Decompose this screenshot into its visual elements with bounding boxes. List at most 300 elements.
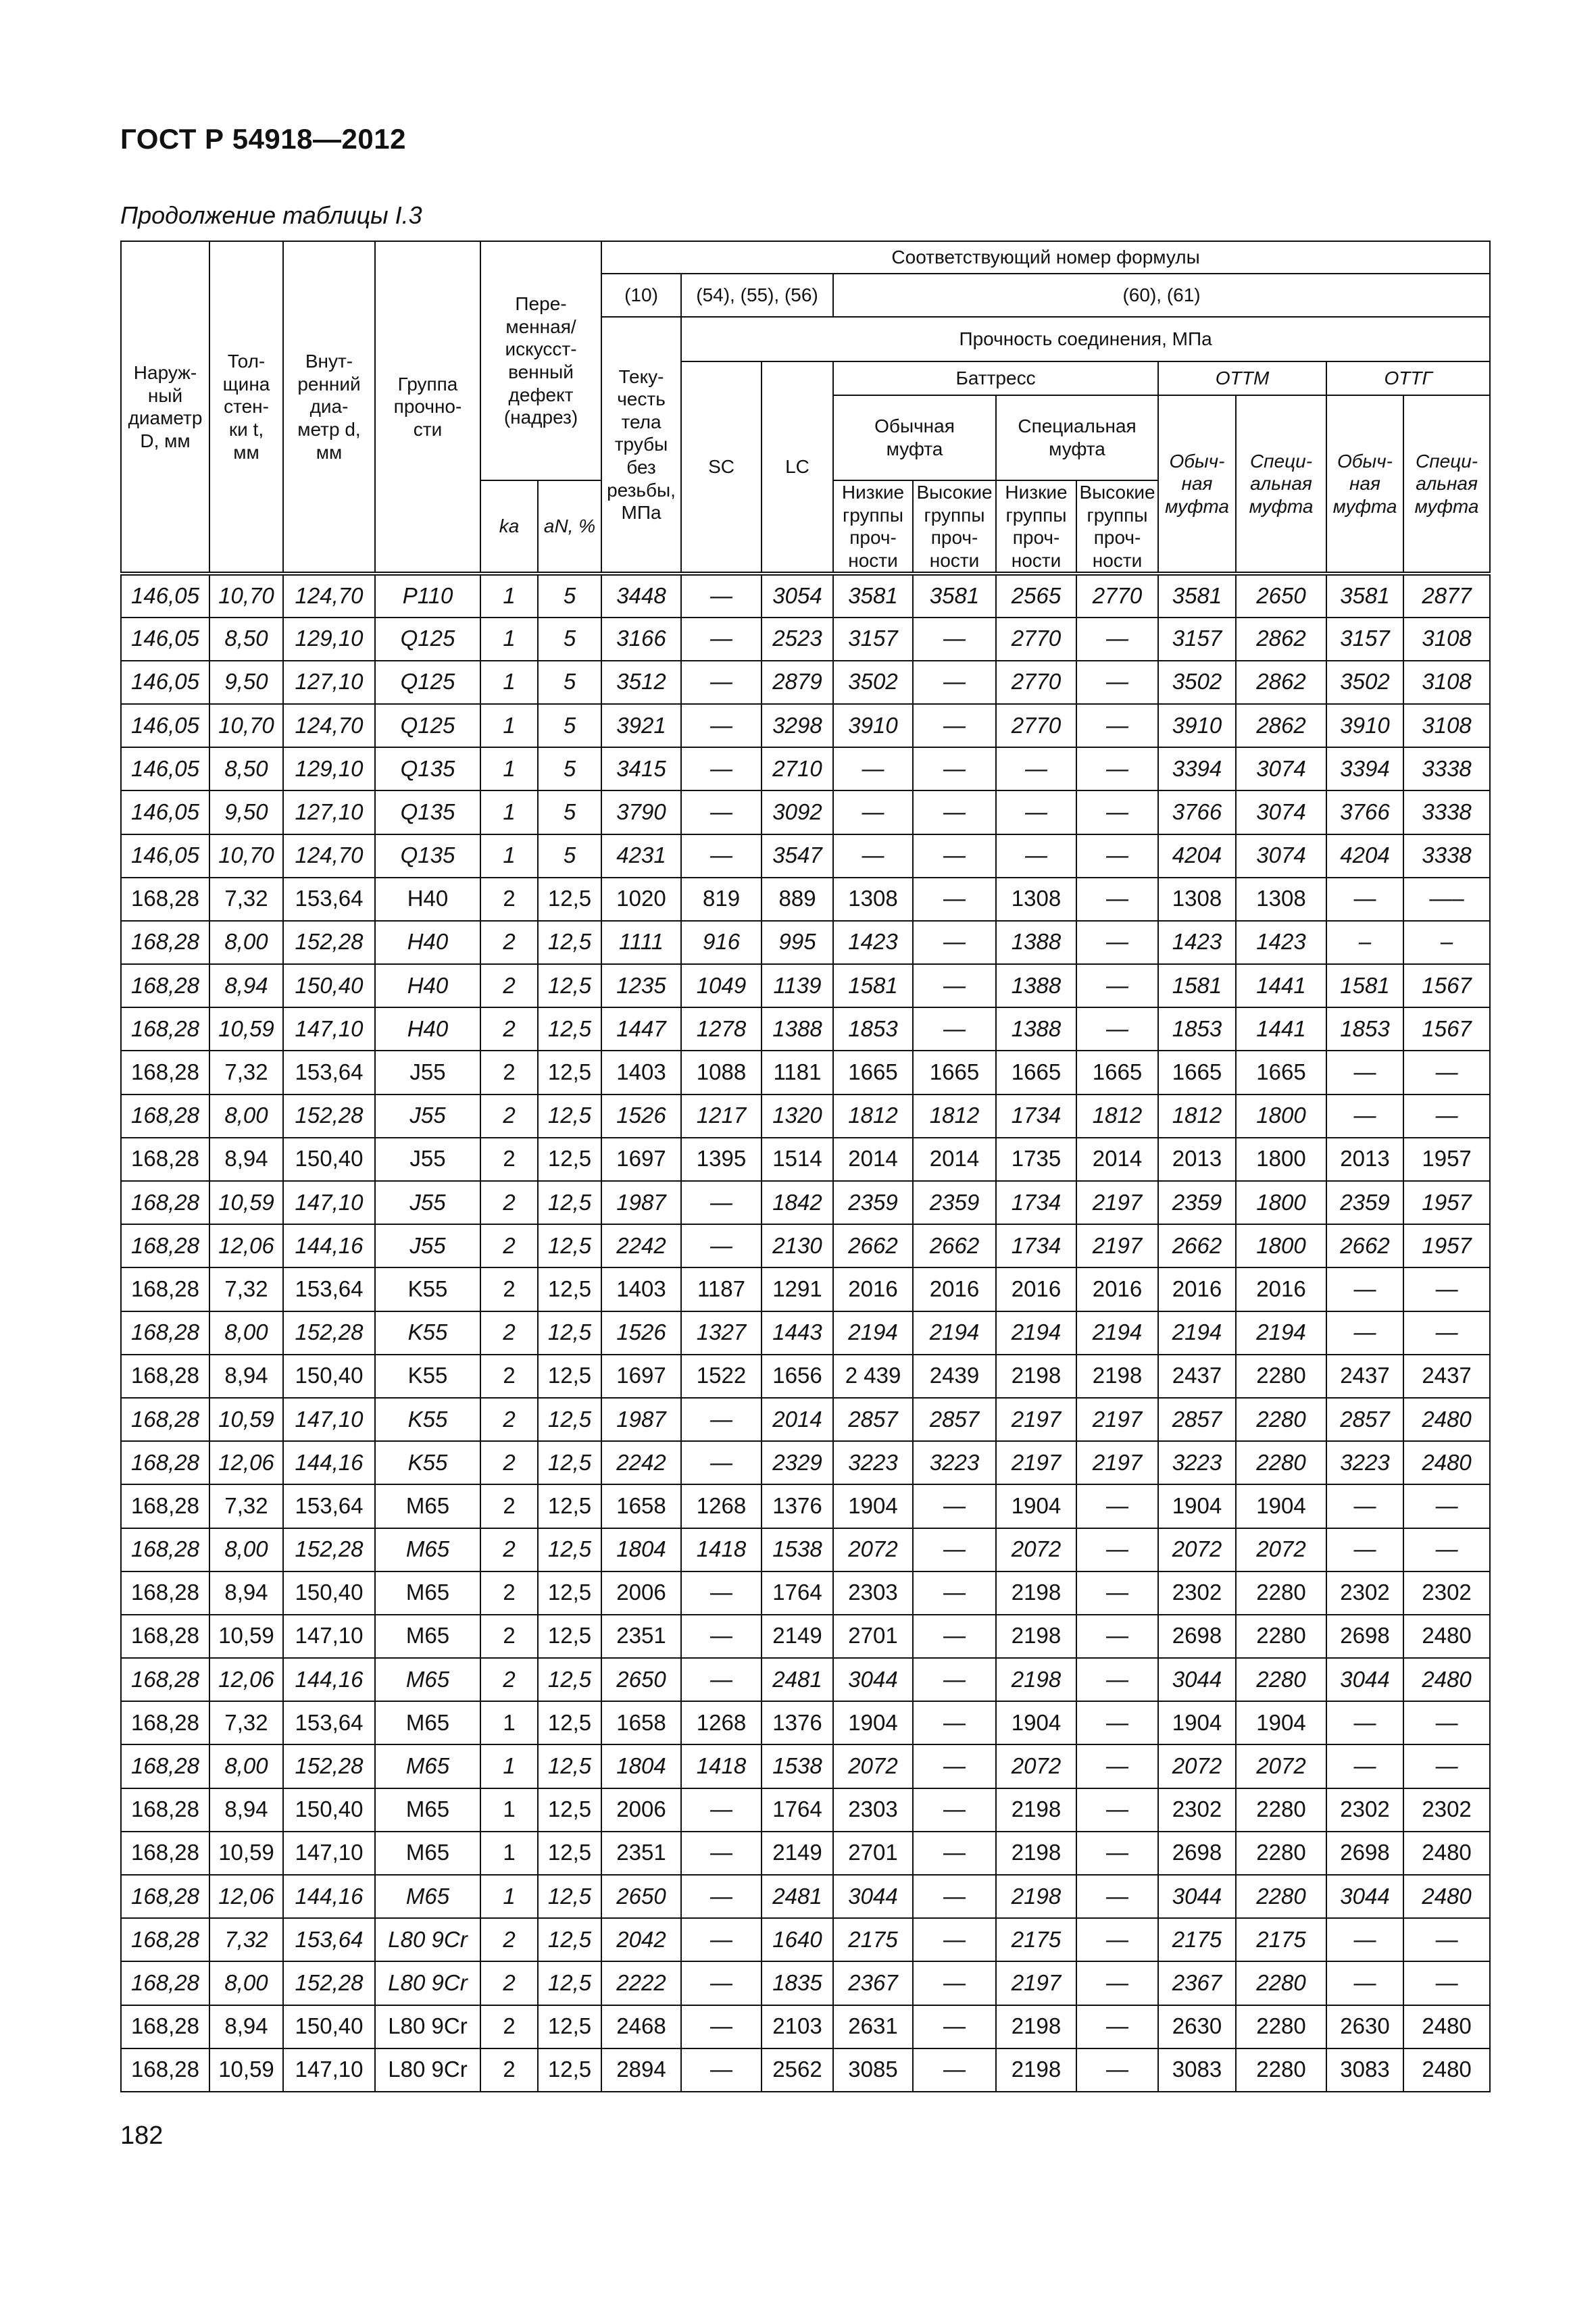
table-cell: M65 (375, 1571, 480, 1615)
table-cell: 8,00 (209, 1961, 283, 2005)
table-cell: — (681, 661, 762, 704)
table-cell: K55 (375, 1311, 480, 1355)
table-cell: 2197 (1076, 1181, 1158, 1224)
table-cell: 2 (480, 1484, 538, 1528)
table-cell: 3223 (833, 1441, 913, 1484)
header-line: ная (1349, 473, 1380, 495)
table-cell: 1388 (762, 1007, 833, 1051)
table-cell: 1812 (1158, 1095, 1236, 1138)
table-cell: 4204 (1158, 834, 1236, 878)
table-cell: 1111 (601, 921, 681, 964)
table-cell: — (833, 790, 913, 834)
table-cell: 2710 (762, 747, 833, 790)
table-cell: 2280 (1236, 1832, 1326, 1875)
table-cell: 1443 (762, 1311, 833, 1355)
table-cell: — (1076, 921, 1158, 964)
table-cell: 5 (538, 574, 601, 617)
table-cell: 1 (480, 1788, 538, 1832)
table-cell: 3044 (1158, 1658, 1236, 1701)
header-line: Пере- (515, 293, 567, 315)
table-cell: 2198 (996, 1875, 1076, 1918)
table-row (121, 1138, 1490, 1181)
table-cell: — (681, 834, 762, 878)
table-cell: 12,5 (538, 964, 601, 1007)
table-cell: 2222 (601, 1961, 681, 2005)
table-row (121, 1051, 1490, 1094)
table-cell: — (1076, 790, 1158, 834)
buttress-special-coupling (996, 395, 1158, 480)
table-cell: 7,32 (209, 1701, 283, 1744)
table-cell: 150,40 (283, 2005, 375, 2048)
table-cell: M65 (375, 1701, 480, 1744)
table-cell: — (1076, 618, 1158, 661)
table-cell: 8,00 (209, 1744, 283, 1788)
table-cell: Q125 (375, 704, 480, 747)
table-cell: 3092 (762, 790, 833, 834)
table-cell: 4231 (601, 834, 681, 878)
table-cell: — (1076, 704, 1158, 747)
table-cell: 1658 (601, 1701, 681, 1744)
table-cell: 2857 (1326, 1398, 1403, 1441)
table-cell: 2013 (1326, 1138, 1403, 1181)
table-cell: 2130 (762, 1224, 833, 1267)
table-cell: J55 (375, 1224, 480, 1267)
table-cell: 2480 (1403, 1832, 1490, 1875)
table-cell: 7,32 (209, 1051, 283, 1094)
table-cell: 12,5 (538, 1615, 601, 1658)
table-cell: — (913, 747, 996, 790)
table-cell: 1 (480, 704, 538, 747)
header-line: муфта (1414, 495, 1479, 517)
table-cell: 2197 (1076, 1398, 1158, 1441)
table-cell: 3157 (1326, 618, 1403, 661)
table-cell: 3910 (1158, 704, 1236, 747)
table-cell: 2698 (1158, 1615, 1236, 1658)
table-cell: 153,64 (283, 1267, 375, 1311)
table-cell: — (1076, 964, 1158, 1007)
table-cell: 152,28 (283, 1528, 375, 1571)
table-cell: Q135 (375, 834, 480, 878)
table-row (121, 1832, 1490, 1875)
table-cell: — (913, 1615, 996, 1658)
table-row (121, 1875, 1490, 1918)
table-cell: 2016 (1158, 1267, 1236, 1311)
table-cell: 12,5 (538, 1875, 601, 1918)
table-cell: 144,16 (283, 1658, 375, 1701)
table-row (121, 1095, 1490, 1138)
header-line: трубы (614, 434, 668, 455)
table-cell: 2351 (601, 1615, 681, 1658)
table-cell: 3223 (913, 1441, 996, 1484)
table-row (121, 618, 1490, 661)
col-an: aN, % (538, 480, 601, 574)
table-cell: 1904 (833, 1484, 913, 1528)
table-cell: 1217 (681, 1095, 762, 1138)
table-cell: — (1076, 661, 1158, 704)
table-cell: — (913, 1918, 996, 1961)
table-cell: 2303 (833, 1571, 913, 1615)
table-row (121, 921, 1490, 964)
header-line: диа- (309, 396, 349, 418)
table-cell: 1581 (1158, 964, 1236, 1007)
table-cell: Q135 (375, 747, 480, 790)
buttress-header: Баттресс (833, 361, 1158, 395)
table-cell: — (1403, 1528, 1490, 1571)
header-line: Обычная (874, 416, 955, 437)
table-row (121, 1181, 1490, 1224)
header-line: диаметр (128, 407, 203, 429)
table-cell: 3044 (833, 1658, 913, 1701)
table-cell: — (1326, 1528, 1403, 1571)
table-cell: — (1076, 834, 1158, 878)
table-cell: — (913, 661, 996, 704)
table-cell: 2770 (996, 618, 1076, 661)
table-cell: 2468 (601, 2005, 681, 2048)
table-cell: 8,00 (209, 1311, 283, 1355)
table-cell: 1088 (681, 1051, 762, 1094)
col-wall-thickness (209, 241, 283, 574)
table-cell: — (913, 1744, 996, 1788)
table-cell: 2014 (1076, 1138, 1158, 1181)
table-row (121, 574, 1490, 617)
table-cell: 168,28 (121, 2005, 209, 2048)
table-cell: 168,28 (121, 1224, 209, 1267)
header-line: Тол- (227, 351, 266, 372)
table-cell: 3338 (1403, 747, 1490, 790)
table-cell: 1020 (601, 878, 681, 921)
table-cell: 1526 (601, 1095, 681, 1138)
table-cell: 2302 (1158, 1788, 1236, 1832)
table-row (121, 1528, 1490, 1571)
header-line: группы (1005, 504, 1067, 526)
table-cell: 1268 (681, 1701, 762, 1744)
table-cell: 2650 (1236, 574, 1326, 617)
table-cell: — (681, 1615, 762, 1658)
table-cell: 3766 (1158, 790, 1236, 834)
table-cell: — (913, 964, 996, 1007)
buttress-regular-high (913, 480, 996, 574)
table-cell: 12,5 (538, 1311, 601, 1355)
table-cell: 12,5 (538, 1658, 601, 1701)
header-line: без (626, 456, 656, 478)
table-cell: 2480 (1403, 1398, 1490, 1441)
table-cell: 1665 (833, 1051, 913, 1094)
table-cell: 1581 (833, 964, 913, 1007)
table-cell: 1403 (601, 1051, 681, 1094)
table-cell: J55 (375, 1095, 480, 1138)
table-body (121, 574, 1490, 2092)
table-cell: 1734 (996, 1224, 1076, 1267)
header-line: мм (233, 441, 259, 463)
table-cell: 8,94 (209, 964, 283, 1007)
table-cell: 3074 (1236, 834, 1326, 878)
header-line: проч- (1093, 527, 1141, 549)
table-cell: 1 (480, 1701, 538, 1744)
header-line: ности (848, 549, 898, 571)
table-cell: — (913, 1528, 996, 1571)
table-cell: 2480 (1403, 2048, 1490, 2092)
table-cell: — (681, 2005, 762, 2048)
table-cell: — (1076, 878, 1158, 921)
table-cell: K55 (375, 1355, 480, 1398)
table-cell: 5 (538, 747, 601, 790)
table-cell: 1388 (996, 921, 1076, 964)
header-line: ная (1181, 473, 1213, 495)
table-cell: 144,16 (283, 1224, 375, 1267)
table-cell: 2197 (996, 1441, 1076, 1484)
table-cell: 10,59 (209, 1398, 283, 1441)
table-cell: P110 (375, 574, 480, 617)
table-cell: 3298 (762, 704, 833, 747)
table-cell: — (1403, 1311, 1490, 1355)
table-cell: 1441 (1236, 964, 1326, 1007)
table-cell: 1514 (762, 1138, 833, 1181)
table-cell: — (681, 1224, 762, 1267)
table-cell: 1 (480, 1744, 538, 1788)
table-cell: L80 9Cr (375, 2048, 480, 2092)
table-cell: 127,10 (283, 790, 375, 834)
table-cell: 3581 (1158, 574, 1236, 617)
table-cell: 2242 (601, 1224, 681, 1267)
header-line: муфта (1049, 438, 1105, 459)
table-cell: — (681, 1832, 762, 1875)
table-cell: 150,40 (283, 1571, 375, 1615)
buttress-regular-coupling (833, 395, 996, 480)
table-cell: 8,94 (209, 1138, 283, 1181)
table-cell: 2198 (1076, 1355, 1158, 1398)
table-cell: 1904 (1158, 1701, 1236, 1744)
table-cell: 2 (480, 921, 538, 964)
table-cell: 2862 (1236, 618, 1326, 661)
table-cell: 12,06 (209, 1441, 283, 1484)
table-cell: 2650 (601, 1875, 681, 1918)
table-cell: 168,28 (121, 1615, 209, 1658)
table-cell: 2480 (1403, 1658, 1490, 1701)
table-cell: 12,5 (538, 1007, 601, 1051)
table-row (121, 1918, 1490, 1961)
table-cell: 2480 (1403, 1615, 1490, 1658)
table-cell: 3166 (601, 618, 681, 661)
table-cell: — (913, 834, 996, 878)
table-cell: — (1326, 1311, 1403, 1355)
table-cell: 1526 (601, 1311, 681, 1355)
table-cell: 10,59 (209, 1007, 283, 1051)
col-body-yield (601, 317, 681, 574)
table-cell: 168,28 (121, 921, 209, 964)
table-cell: 995 (762, 921, 833, 964)
table-row (121, 2048, 1490, 2092)
table-caption: Продолжение таблицы I.3 (120, 201, 422, 229)
table-cell: 12,5 (538, 1918, 601, 1961)
table-cell: — (913, 1658, 996, 1701)
table-cell: 2014 (833, 1138, 913, 1181)
table-cell: 2072 (996, 1744, 1076, 1788)
table-cell: 5 (538, 618, 601, 661)
table-cell: 168,28 (121, 1701, 209, 1744)
table-cell: 129,10 (283, 618, 375, 661)
header-line: Высокие (916, 482, 993, 503)
table-cell: 2197 (1076, 1441, 1158, 1484)
table-cell: 2 (480, 1961, 538, 2005)
header-line: ности (1092, 549, 1143, 571)
buttress-special-low (996, 480, 1076, 574)
table-cell: 2367 (833, 1961, 913, 2005)
table-cell: 168,28 (121, 1355, 209, 1398)
table-cell: 168,28 (121, 1658, 209, 1701)
table-cell: 168,28 (121, 1875, 209, 1918)
header-line: щина (222, 373, 270, 395)
header-line: ности (1011, 549, 1062, 571)
header-line: муфта (1165, 495, 1229, 517)
table-cell: 3157 (1158, 618, 1236, 661)
table-cell: 1181 (762, 1051, 833, 1094)
table-cell: 1376 (762, 1484, 833, 1528)
table-cell: 2437 (1158, 1355, 1236, 1398)
table-cell: 10,59 (209, 1181, 283, 1224)
table-cell: — (996, 790, 1076, 834)
table-cell: 1987 (601, 1181, 681, 1224)
table-cell: 2662 (1326, 1224, 1403, 1267)
header-line: проч- (930, 527, 978, 549)
table-cell: 153,64 (283, 1484, 375, 1528)
table-cell: 1423 (1236, 921, 1326, 964)
document-title: ГОСТ Р 54918—2012 (120, 123, 406, 155)
table-cell: 1800 (1236, 1224, 1326, 1267)
table-cell: 1278 (681, 1007, 762, 1051)
table-cell: 2198 (996, 2048, 1076, 2092)
table-cell: 1665 (913, 1051, 996, 1094)
table-cell: 12,5 (538, 1095, 601, 1138)
table-cell: 2565 (996, 574, 1076, 617)
table-cell: — (1326, 1744, 1403, 1788)
table-cell: 12,5 (538, 1528, 601, 1571)
table-cell: 2016 (913, 1267, 996, 1311)
table-cell: — (913, 921, 996, 964)
table-cell: – (1403, 921, 1490, 964)
table-cell: 2359 (913, 1181, 996, 1224)
formula-10: (10) (601, 274, 681, 317)
table-cell: 2280 (1236, 1875, 1326, 1918)
table-cell: 9,50 (209, 790, 283, 834)
table-cell: — (681, 1441, 762, 1484)
table-cell: 124,70 (283, 704, 375, 747)
table-cell: 2194 (833, 1311, 913, 1355)
table-cell: — (996, 834, 1076, 878)
buttress-special-high (1076, 480, 1158, 574)
table-cell: 1567 (1403, 964, 1490, 1007)
table-cell: — (681, 1658, 762, 1701)
table-cell: — (681, 1398, 762, 1441)
table-cell: — (1326, 1701, 1403, 1744)
table-cell: — (1076, 747, 1158, 790)
table-cell: 2194 (1236, 1311, 1326, 1355)
table-cell: 5 (538, 704, 601, 747)
table-cell: — (1076, 2005, 1158, 2048)
table-cell: 168,28 (121, 1051, 209, 1094)
table-cell: 3338 (1403, 834, 1490, 878)
table-cell: 2197 (996, 1961, 1076, 2005)
table-cell: — (1076, 1918, 1158, 1961)
col-ka: kа (480, 480, 538, 574)
table-cell: H40 (375, 1007, 480, 1051)
table-cell: 1904 (1236, 1484, 1326, 1528)
table-cell: 1 (480, 574, 538, 617)
table-cell: K55 (375, 1267, 480, 1311)
table-cell: — (1076, 1701, 1158, 1744)
table-cell: 2072 (1236, 1528, 1326, 1571)
header-line: венный (508, 361, 574, 382)
table-cell: — (1403, 1701, 1490, 1744)
table-cell: 2481 (762, 1875, 833, 1918)
header-line: менная/ (505, 316, 576, 337)
header-line: группы (1087, 504, 1148, 526)
table-cell: 2 (480, 878, 538, 921)
strength-table (120, 241, 1491, 2092)
table-cell: 1853 (1158, 1007, 1236, 1051)
table-cell: 2175 (996, 1918, 1076, 1961)
table-cell: — (681, 1961, 762, 2005)
table-cell: 1656 (762, 1355, 833, 1398)
table-cell: 2198 (996, 1658, 1076, 1701)
table-cell: 3512 (601, 661, 681, 704)
table-row (121, 1267, 1490, 1311)
table-cell: 2042 (601, 1918, 681, 1961)
table-cell: 1268 (681, 1484, 762, 1528)
table-cell: — (913, 878, 996, 921)
table-cell: 2562 (762, 2048, 833, 2092)
table-cell: 2 (480, 1571, 538, 1615)
ottm-header: ОТТМ (1158, 361, 1326, 395)
table-cell: – (1326, 921, 1403, 964)
table-cell: 2302 (1403, 1788, 1490, 1832)
table-cell: 1957 (1403, 1181, 1490, 1224)
formula-number-header: Соответствующий номер формулы (601, 241, 1490, 274)
table-cell: 153,64 (283, 1051, 375, 1094)
table-cell: 2280 (1236, 1398, 1326, 1441)
table-cell: K55 (375, 1398, 480, 1441)
table-cell: — (681, 618, 762, 661)
table-row (121, 790, 1490, 834)
table-cell: 1 (480, 790, 538, 834)
table-cell: 127,10 (283, 661, 375, 704)
table-cell: 3921 (601, 704, 681, 747)
table-row (121, 1007, 1490, 1051)
table-cell: 1734 (996, 1181, 1076, 1224)
table-cell: 152,28 (283, 1095, 375, 1138)
table-cell: 129,10 (283, 747, 375, 790)
table-cell: 2149 (762, 1615, 833, 1658)
table-cell: 168,28 (121, 1181, 209, 1224)
table-cell: 168,28 (121, 1744, 209, 1788)
table-cell: 819 (681, 878, 762, 921)
table-cell: 3790 (601, 790, 681, 834)
table-cell: 2013 (1158, 1138, 1236, 1181)
table-cell: 2631 (833, 2005, 913, 2048)
table-cell: 1538 (762, 1744, 833, 1788)
table-row (121, 2005, 1490, 2048)
table-cell: 2662 (1158, 1224, 1236, 1267)
table-cell: 2 (480, 1051, 538, 1094)
table-cell: 2175 (1236, 1918, 1326, 1961)
table-cell: 10,59 (209, 1615, 283, 1658)
table-cell: 8,50 (209, 618, 283, 661)
page-number: 182 (120, 2121, 164, 2150)
table-cell: 2480 (1403, 2005, 1490, 2048)
table-cell: 1904 (996, 1484, 1076, 1528)
table-cell: 144,16 (283, 1875, 375, 1918)
table-cell: 7,32 (209, 878, 283, 921)
table-cell: 168,28 (121, 2048, 209, 2092)
